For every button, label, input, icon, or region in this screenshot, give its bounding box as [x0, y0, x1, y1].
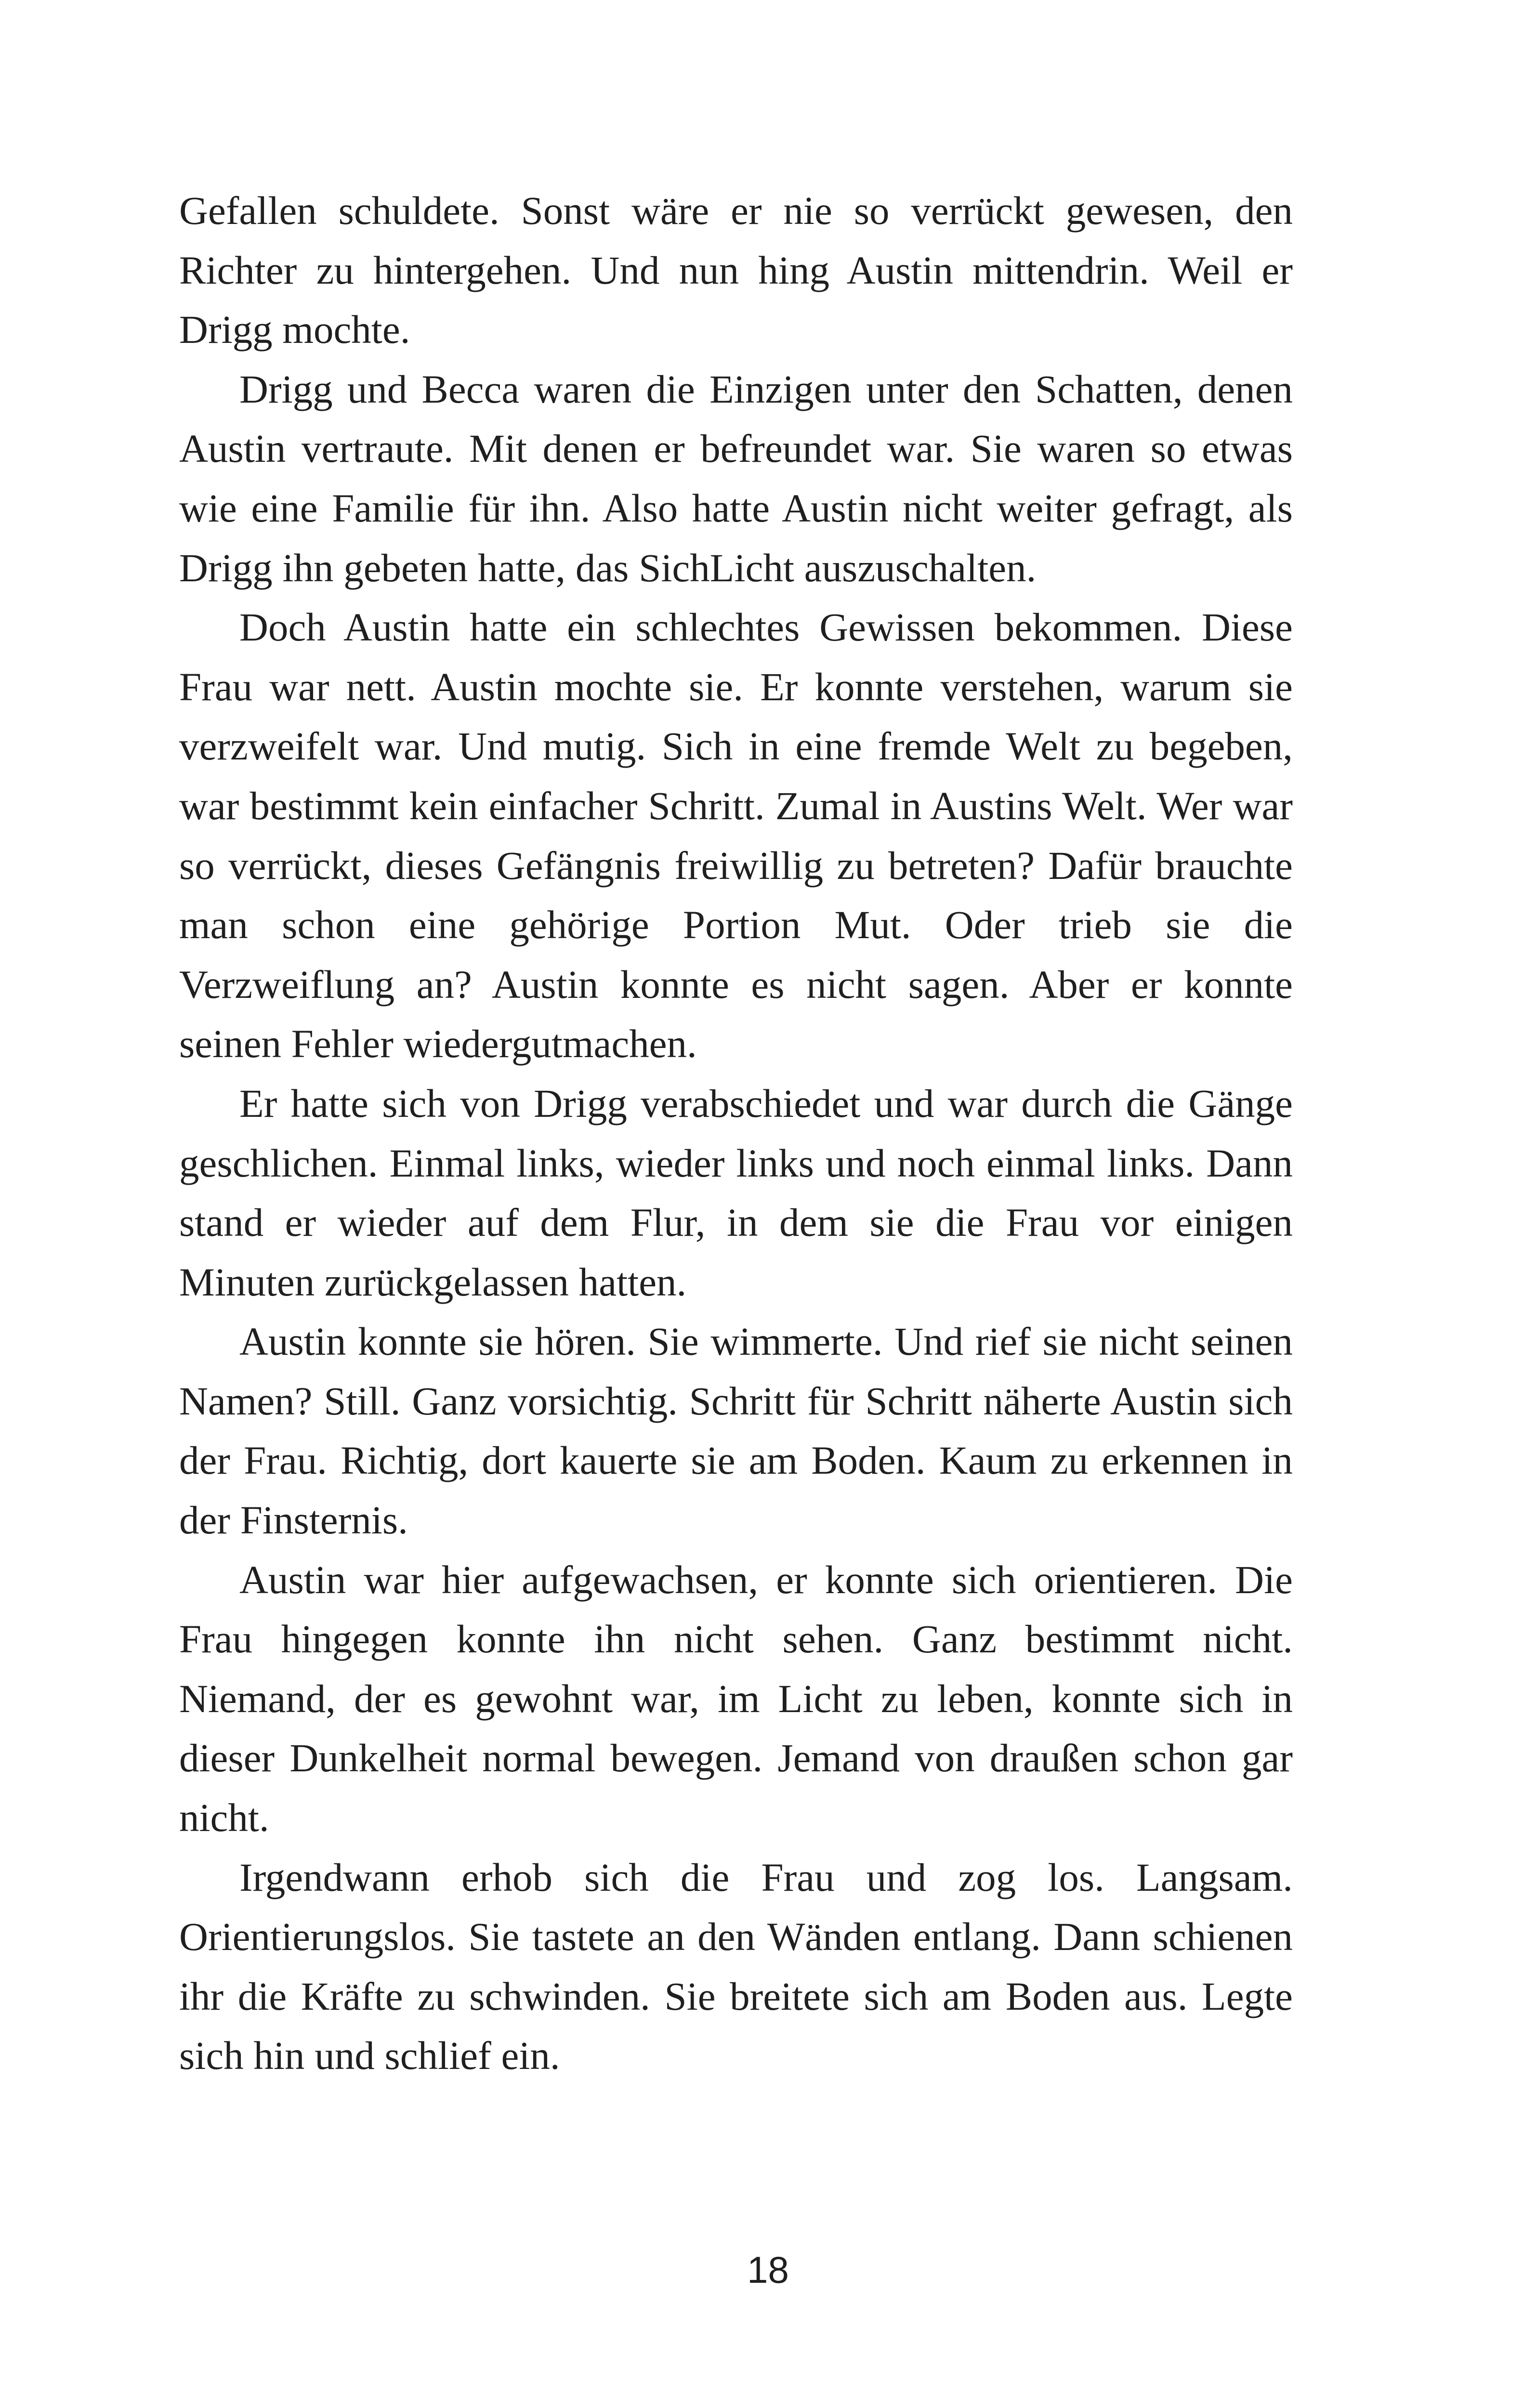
body-text: [179, 181, 1293, 2086]
paragraph-3: Doch Austin hatte ein schlechtes Gewissen bekommen. Diese Frau war nett. Austin mochte sie. Er konnte verstehen, warum sie verzweifelt war. Und mutig. Sich in eine fremde Welt zu begeben, war bestimmt kein einfacher Schritt. Zumal in Austins Welt. Wer war so verrückt, dieses Gefängnis freiwillig zu betreten? Dafür brauchte man schon eine gehörige Portion Mut. Oder trieb sie die Verzweiflung an? Austin konnte es nicht sagen. Aber er konnte seinen Fehler wiedergutmachen.: [179, 605, 1293, 1066]
paragraph-4: Er hatte sich von Drigg verabschiedet und war durch die Gänge geschlichen. Einmal links, wieder links und noch einmal links. Dann stand er wieder auf dem Flur, in dem sie die Frau vor einigen Minuten zurückgelassen hatten.: [179, 1081, 1293, 1304]
paragraph-6: Austin war hier aufgewachsen, er konnte sich orientieren. Die Frau hingegen konnte ihn nicht sehen. Ganz bestimmt nicht. Niemand, der es gewohnt war, im Licht zu leben, konnte sich in dieser Dunkelheit normal bewegen. Jemand von draußen schon gar nicht.: [179, 1557, 1293, 1840]
paragraph-1: Gefallen schuldete. Sonst wäre er nie so verrückt gewesen, den Richter zu hintergehen. Und nun hing Austin mittendrin. Weil er Drigg mochte.: [179, 188, 1293, 352]
paragraph-5: Austin konnte sie hören. Sie wimmerte. Und rief sie nicht seinen Namen? Still. Ganz vorsichtig. Schritt für Schritt näherte Austin sich der Frau. Richtig, dort kauerte sie am Boden. Kaum zu erkennen in der Finsternis.: [179, 1319, 1293, 1543]
paragraph-7: Irgendwann erhob sich die Frau und zog los. Langsam. Orientierungslos. Sie tastete an den Wänden entlang. Dann schienen ihr die Kräfte zu schwinden. Sie breitete sich am Boden aus. Legte sich hin und schlief ein.: [179, 1855, 1293, 2078]
paragraph-2: Drigg und Becca waren die Einzigen unter den Schatten, denen Austin vertraute. Mit denen er befreundet war. Sie waren so etwas wie eine Familie für ihn. Also hatte Austin nicht weiter gefragt, als Drigg ihn gebeten hatte, das SichLicht auszuschalten.: [179, 366, 1293, 590]
page-number: 18: [747, 2249, 789, 2291]
